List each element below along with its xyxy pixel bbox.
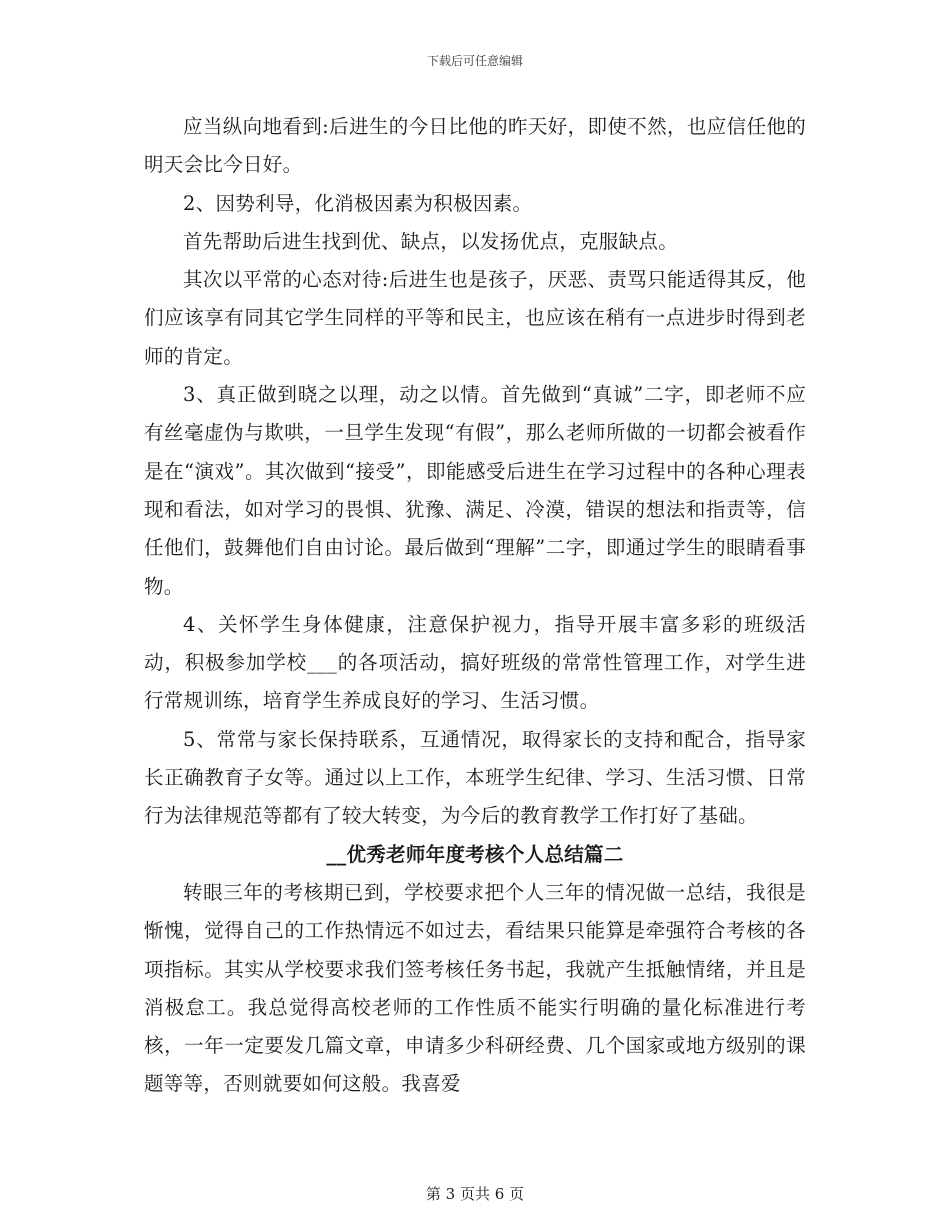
paragraph: 2、因势利导，化消极因素为积极因素。 (183, 191, 533, 215)
paragraph: 其次以平常的心态对待:后进生也是孩子，厌恶、责骂只能适得其反，他们应该享有同其它学生同样的平等和民主，也应该在稍有一点进步时得到老师的肯定。 (144, 268, 806, 368)
section-title: __优秀老师年度考核个人总结篇二 (326, 842, 624, 866)
paragraph: 4、关怀学生身体健康，注意保护视力，指导开展丰富多彩的班级活动，积极参加学校___的各项活动，搞好班级的常常性管理工作，对学生进行常规训练，培育学生养成良好的学习、生活习惯。 (144, 612, 806, 713)
paragraph: 转眼三年的考核期已到，学校要求把个人三年的情况做一总结，我很是惭愧，觉得自己的工作热情远不如过去，看结果只能算是牵强符合考核的各项指标。其实从学校要求我们签考核任务书起，我就产生抵触情绪，并且是消极怠工。我总觉得高校老师的工作性质不能实行明确的量化标准进行考核，一年一定要发几篇文章，申请多少科研经费、几个国家或地方级别的课题等等，否则就要如何这般。我喜爱 (144, 880, 806, 1096)
page-number: 第 3 页共 6 页 (425, 1185, 525, 1203)
page-header: 下载后可任意编辑 (426, 54, 523, 68)
paragraph: 5、常常与家长保持联系，互通情况，取得家长的支持和配合，指导家长正确教育子女等。通过以上工作，本班学生纪律、学习、生活习惯、日常行为法律规范等都有了较大转变，为今后的教育教学工作打好了基础。 (144, 727, 806, 828)
document-body (144, 108, 806, 1104)
paragraph: 3、真正做到晓之以理，动之以情。首先做到“真诚”二字，即老师不应有丝毫虚伪与欺哄，一旦学生发现“有假”，那么老师所做的一切都会被看作是在“演戏”。其次做到“接受”，即能感受后进生在学习过程中的各种心理表现和看法，如对学习的畏惧、犹豫、满足、冷漠，错误的想法和指责等，信任他们，鼓舞他们自由讨论。最后做到“理解”二字，即通过学生的眼睛看事物。 (144, 383, 806, 598)
paragraph: 应当纵向地看到:后进生的今日比他的昨天好，即使不然，也应信任他的明天会比今日好。 (144, 115, 806, 177)
paragraph: 首先帮助后进生找到优、缺点，以发扬优点，克服缺点。 (183, 229, 679, 253)
